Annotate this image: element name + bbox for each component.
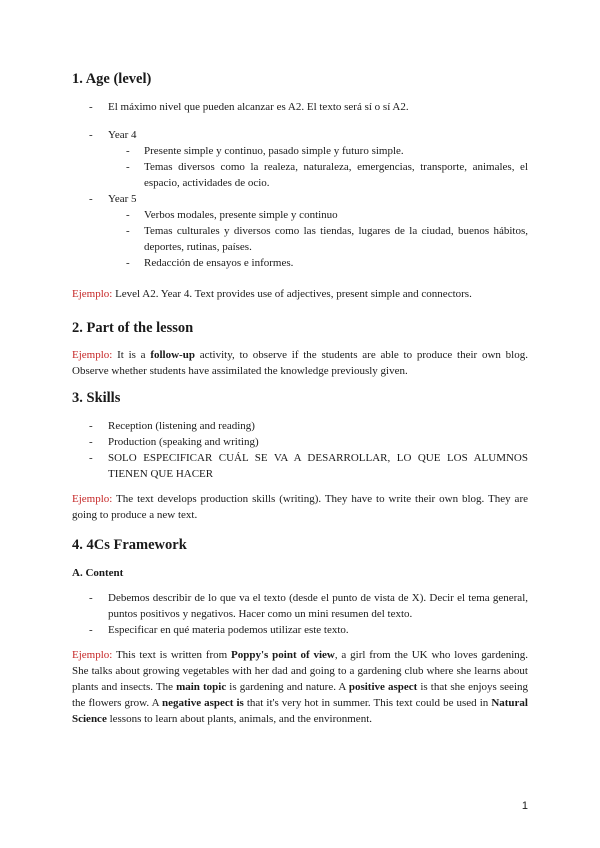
list-item: - Reception (listening and reading) xyxy=(72,418,528,434)
example-label: Ejemplo: xyxy=(72,493,113,505)
example-text: that it's very hot in summer. This text could be used in xyxy=(243,697,492,709)
year-list xyxy=(72,127,528,271)
example-text: is gardening and nature. A xyxy=(226,681,349,693)
list-item: - Temas diversos como la realeza, naturaleza, emergencias, transporte, animales, el espacio, actividades de ocio. xyxy=(108,159,528,191)
example-text: , a girl from the UK who loves gardening. She talks about growing vegetables with her dad and going to a gardening club where she learns about plants and insects. The xyxy=(72,649,529,693)
age-intro-list xyxy=(72,99,528,115)
framework-example xyxy=(72,647,528,727)
example-text: activity, to observe if the students are able to produce their own blog. Observe whether students have assimilated the knowledge previously given. xyxy=(72,349,528,377)
bold-term: follow-up xyxy=(150,349,195,361)
bold-term: Natural Science xyxy=(72,697,528,725)
subheading-content: A. Content xyxy=(72,567,124,579)
list-item: - Presente simple y continuo, pasado simple y futuro simple. xyxy=(108,143,528,159)
example-text: It is a xyxy=(112,349,151,361)
year4-sublist xyxy=(108,143,528,191)
section-heading-age: 1. Age (level) xyxy=(72,71,152,87)
list-item: - Especificar en qué materia podemos utilizar este texto. xyxy=(72,622,528,638)
example-label: Ejemplo: xyxy=(72,649,113,661)
skills-example xyxy=(72,491,528,523)
example-label: Ejemplo: xyxy=(72,288,113,300)
part-example xyxy=(72,347,528,379)
bold-term: main topic xyxy=(176,681,227,693)
list-item: - Verbos modales, presente simple y continuo xyxy=(108,207,528,223)
list-item: - Production (speaking and writing) xyxy=(72,434,528,450)
list-item: - Redacción de ensayos e informes. xyxy=(108,255,528,271)
list-item-year5 xyxy=(72,191,528,271)
age-example xyxy=(72,286,528,302)
list-item: - SOLO ESPECIFICAR CUÁL SE VA A DESARROLLAR, LO QUE LOS ALUMNOS TIENEN QUE HACER xyxy=(72,450,528,482)
example-text: is that she enjoys seeing the flowers grow. A xyxy=(72,681,528,709)
section-heading-framework: 4. 4Cs Framework xyxy=(72,537,187,553)
list-item: - Temas culturales y diversos como las tiendas, lugares de la ciudad, buenos hábitos, deportes, rutinas, países. xyxy=(108,223,528,255)
example-text: Level A2. Year 4. Text provides use of adjectives, present simple and connectors. xyxy=(112,288,472,300)
list-item-year4 xyxy=(72,127,528,191)
bold-term: positive aspect xyxy=(348,681,418,693)
year5-label: Year 5 xyxy=(108,193,137,205)
year5-sublist xyxy=(108,207,528,271)
example-text: lessons to learn about plants, animals, and the environment. xyxy=(106,713,372,725)
example-text: This text is written from xyxy=(112,649,232,661)
example-label: Ejemplo: xyxy=(72,349,113,361)
list-item: - Debemos describir de lo que va el texto (desde el punto de vista de X). Decir el tema general, puntos positivos y negativos. Hacer como un mini resumen del texto. xyxy=(72,590,528,622)
content-list xyxy=(72,590,528,638)
bold-term: Poppy's point of view xyxy=(231,649,335,661)
bold-term: negative aspect is xyxy=(161,697,244,709)
example-text: The text develops production skills (writing). They have to write their own blog. They are going to produce a new text. xyxy=(72,493,528,521)
skills-list xyxy=(72,418,528,482)
year4-label: Year 4 xyxy=(108,129,137,141)
section-heading-part: 2. Part of the lesson xyxy=(72,320,194,336)
page-number: 1 xyxy=(521,800,528,812)
section-heading-skills: 3. Skills xyxy=(72,390,121,406)
list-item: - El máximo nivel que pueden alcanzar es A2. El texto será sí o sí A2. xyxy=(72,99,528,115)
